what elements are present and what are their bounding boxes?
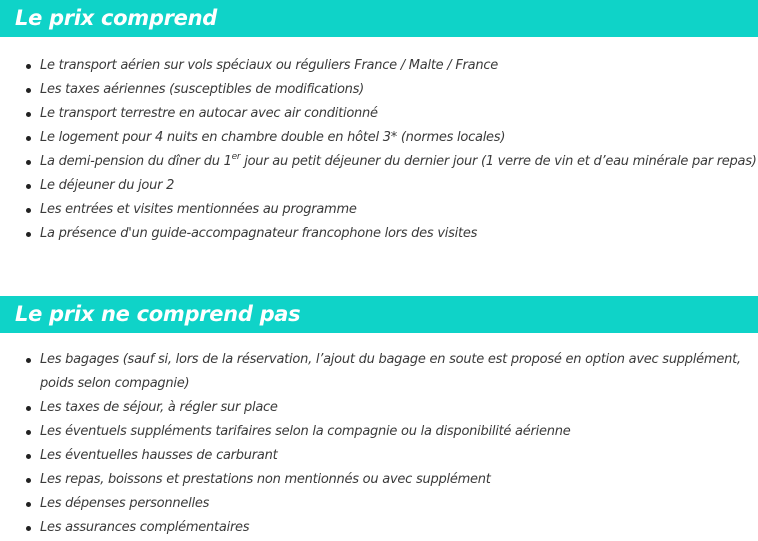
list-item (0, 348, 758, 396)
list-item (0, 516, 758, 540)
list-item-text: Le transport terrestre en autocar avec air conditionné (40, 106, 378, 121)
excluded-section (0, 296, 758, 535)
included-list (0, 54, 758, 246)
list-item-text: Les entrées et visites mentionnées au programme (40, 202, 357, 217)
included-section (0, 0, 758, 241)
list-item (0, 420, 758, 444)
list-item (0, 222, 758, 246)
bullet-icon (26, 454, 31, 459)
list-item (0, 198, 758, 222)
bullet-icon (26, 358, 31, 363)
list-item-text: Les éventuelles hausses de carburant (40, 448, 278, 463)
bullet-icon (26, 208, 31, 213)
bullet-icon (26, 478, 31, 483)
list-item-text: Le transport aérien sur vols spéciaux ou réguliers France / Malte / France (40, 58, 498, 73)
bullet-icon (26, 406, 31, 411)
excluded-list (0, 348, 758, 540)
list-item-text: Les éventuels suppléments tarifaires selon la compagnie ou la disponibilité aérienne (40, 424, 571, 439)
bullet-icon (26, 88, 31, 93)
list-item-text: La présence d'un guide-accompagnateur francophone lors des visites (40, 226, 478, 241)
list-item (0, 444, 758, 468)
bullet-icon (26, 232, 31, 237)
bullet-icon (26, 502, 31, 507)
bullet-icon (26, 136, 31, 141)
list-item-text: Les repas, boissons et prestations non mentionnés ou avec supplément (40, 472, 491, 487)
bullet-icon (26, 112, 31, 117)
list-item-text-end: jour au petit déjeuner du dernier jour (1 verre de vin et d’eau minérale par repas) (240, 154, 757, 169)
list-item-text: Les dépenses personnelles (40, 496, 210, 511)
included-heading: Le prix comprend (0, 0, 758, 37)
list-item (0, 150, 758, 174)
list-item (0, 396, 758, 420)
bullet-icon (26, 184, 31, 189)
list-item (0, 492, 758, 516)
bullet-icon (26, 430, 31, 435)
list-item (0, 174, 758, 198)
excluded-heading: Le prix ne comprend pas (0, 296, 758, 333)
bullet-icon (26, 64, 31, 69)
bullet-icon (26, 526, 31, 531)
list-item (0, 54, 758, 78)
list-item (0, 78, 758, 102)
list-item-text: Les assurances complémentaires (40, 520, 250, 535)
list-item (0, 102, 758, 126)
list-item (0, 126, 758, 150)
bullet-icon (26, 160, 31, 165)
list-item-text: Le déjeuner du jour 2 (40, 178, 175, 193)
list-item (0, 468, 758, 492)
list-item-text: Les bagages (sauf si, lors de la réservation, l’ajout du bagage en soute est proposé en option avec supplément, poids selon compagnie) (40, 352, 741, 391)
list-item-text: Les taxes de séjour, à régler sur place (40, 400, 278, 415)
list-item-text-start: La demi-pension du dîner du 1 (40, 154, 232, 169)
list-item-text: Le logement pour 4 nuits en chambre double en hôtel 3* (normes locales) (40, 130, 506, 145)
ordinal-superscript: er (231, 152, 241, 162)
list-item-text: Les taxes aériennes (susceptibles de modifications) (40, 82, 364, 97)
